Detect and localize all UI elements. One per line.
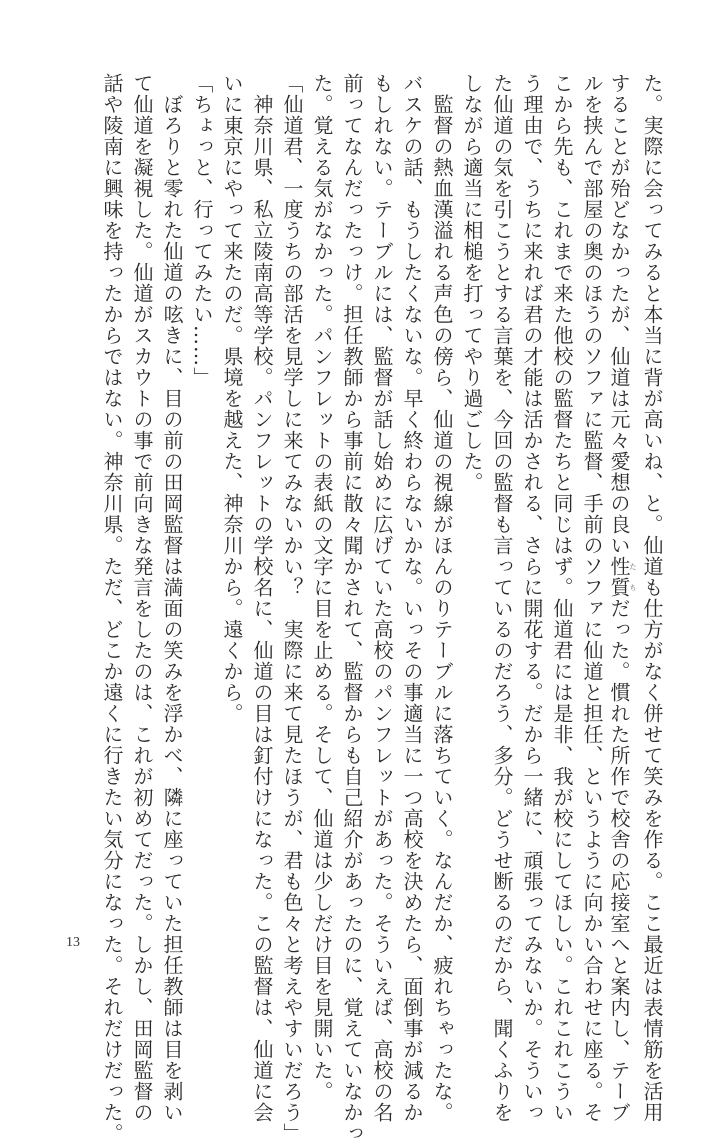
text-line-with-ruby <box>607 73 637 1123</box>
ruby-reading: たち <box>629 556 637 598</box>
text-segment: することが殆どなかったが、仙道は元々愛想の良い <box>607 73 631 556</box>
ruby-annotation <box>607 556 637 598</box>
ruby-base: 性質 <box>607 556 631 598</box>
text-line: いに東京にやって来たのだ。県境を越えた、神奈川から。遠くから。 <box>220 73 244 724</box>
text-line: ぼろりと零れた仙道の呟きに、目の前の田岡監督は満面の笑みを浮かべ、隣に座っていた担任教師は目を剥い <box>160 73 184 1123</box>
page-number: 13 <box>66 935 80 950</box>
body-text <box>97 73 667 1144</box>
text-line: 「仙道君、一度うちの部活を見学しに来てみないかい？ 実際に来て見たほうが、君も色々と考えやすいだろう」 <box>280 73 304 1144</box>
text-line: 話や陵南に興味を持ったからではない。神奈川県。ただ、どこか遠くに行きたい気分になった。それだけだった。 <box>100 73 124 1144</box>
text-line: て仙道を凝視した。仙道がスカウトの事で前向きな発言をしたのは、これが初めてだった。しかし、田岡監督の <box>130 73 154 1123</box>
text-line: こから先も、これまで来た他校の監督たちと同じはず。仙道君には是非、我が校にしてほしい。これこれこうい <box>550 73 574 1123</box>
text-line: う理由で、うちに来れば君の才能は活かされる、さらに開花する。だから一緒に、頑張ってみないか。そういっ <box>520 73 544 1123</box>
text-line: 神奈川県、私立陵南高等学校。パンフレットの学校名に、仙道の目は釘付けになった。この監督は、仙道に会 <box>250 73 274 1123</box>
text-line: た。覚える気がなかった。パンフレットの表紙の文字に目を止める。そして、仙道は少しだけ目を見開いた。 <box>310 73 334 1102</box>
text-line: 監督の熱血漢溢れる声色の傍ら、仙道の視線がほんのりテーブルに落ちていく。なんだか、疲れちゃったな。 <box>430 73 454 1123</box>
text-line: た仙道の気を引こうとする言葉を、今回の監督も言っているのだろう、多分。どうせ断るのだから、聞くふりを <box>490 73 514 1123</box>
text-line: ルを挟んで部屋の奥のほうのソファに監督、手前のソファに仙道と担任、というように向かい合わせに座る。そ <box>580 73 604 1123</box>
text-segment: だった。慣れた所作で校舎の応接室へと案内し、テーブ <box>607 598 631 1123</box>
text-line: バスケの話、もうしたくないな。早く終わらないかな。いっその事適当に一つ高校を決めたら、面倒事が減るか <box>400 73 424 1123</box>
text-line: た。実際に会ってみると本当に背が高いね、と。仙道も仕方がなく併せて笑みを作る。ここ最近は表情筋を活用 <box>640 73 664 1123</box>
text-line: もしれない。テーブルには、監督が話し始めに広げていた高校のパンフレットがあった。そういえば、高校の名 <box>370 73 394 1123</box>
text-line: 「ちょっと、行ってみたい……」 <box>190 73 214 388</box>
text-line: しながら適当に相槌を打ってやり過ごした。 <box>460 73 484 493</box>
text-line: 前ってなんだったっけ。担任教師から事前に散々聞かされて、監督からも自己紹介があったのに、覚えていなかっ <box>340 73 364 1144</box>
